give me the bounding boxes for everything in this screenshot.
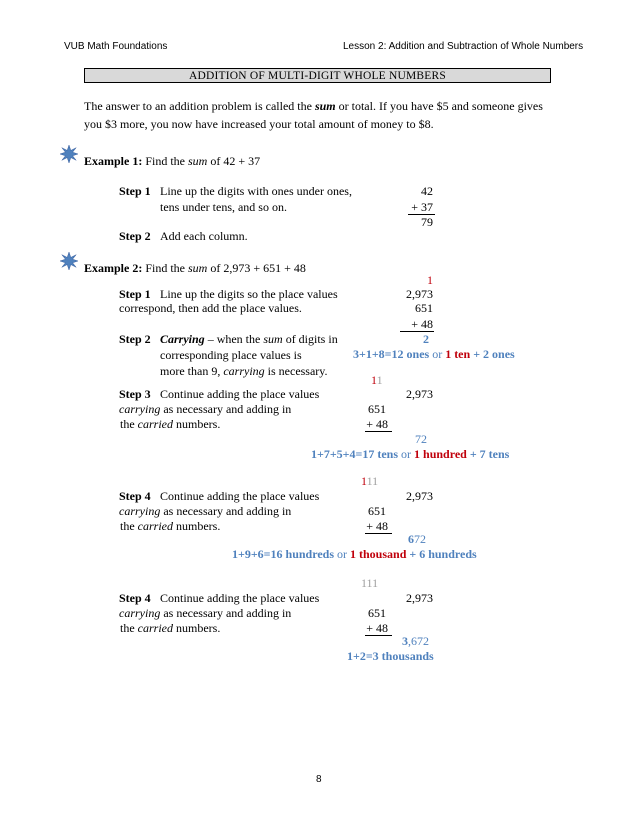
ex2-step3-line2 [119, 403, 291, 415]
s5-addend-3: + 48 [366, 621, 388, 635]
example-2-sum-term: sum [188, 261, 208, 275]
ex2-carry-1: 1 [427, 273, 433, 287]
s5-addend-2: 651 [368, 606, 386, 620]
ex2-step3-carry [371, 374, 383, 386]
example-1-label: Example 1: [84, 154, 143, 168]
step2-text-cont: of digits in [282, 332, 338, 346]
ex2-step4-line2 [119, 505, 291, 517]
s4-calc [232, 548, 477, 560]
ex1-step1-label: Step 1 [119, 184, 151, 198]
calc-carry: 1 ten [445, 347, 471, 361]
intro-text-cont: or total. If you have $5 and someone gives [335, 99, 543, 113]
step2-l3-text: more than 9, [160, 364, 224, 378]
ex2-addend-3: + 48 [411, 317, 433, 331]
s4-addend-1: 2,973 [406, 489, 433, 503]
calc-tens: 1+7+5+4=17 tens [311, 447, 399, 461]
carry-digit: 1 [371, 373, 377, 387]
example-1-heading [84, 155, 260, 167]
ex1-result: 79 [421, 215, 433, 229]
carry-digit-prev: 11 [366, 474, 379, 488]
step5-l3-text-cont: numbers. [173, 621, 221, 635]
example-1-sum-term: sum [188, 154, 208, 168]
calc-ones: 3+1+8=12 ones [353, 347, 430, 361]
example-2-text: Find the [142, 261, 189, 275]
s4-sum-rule [365, 533, 392, 534]
example-1-text-cont: of 42 + 37 [207, 154, 261, 168]
ex2-step4-label: Step 4 [119, 489, 151, 503]
ex2-step1-line2: correspond, then add the place values. [119, 301, 302, 315]
step2-text: – when the [204, 332, 264, 346]
ex2-step2-calc [353, 348, 515, 360]
calc-or: or [429, 347, 446, 361]
s5-addend-1: 2,973 [406, 591, 433, 605]
carried-term: carried [137, 519, 173, 533]
s4-result [408, 533, 426, 545]
calc-or: or [398, 447, 415, 461]
ex2-step5-line3 [120, 622, 220, 634]
ex2-step2-line1 [160, 333, 338, 345]
carrying-term: carrying [223, 364, 265, 378]
example-2-heading [84, 262, 306, 274]
ex2-step5-line1: Continue adding the place values [160, 591, 320, 605]
s4-addend-2: 651 [368, 504, 386, 518]
example-2-label: Example 2: [84, 261, 143, 275]
example-2-text-cont: of 2,973 + 651 + 48 [207, 261, 306, 275]
calc-carry: 1 hundred [414, 447, 467, 461]
result-new-digit: 3 [402, 634, 408, 648]
intro-line-2: you $3 more, you now have increased your total amount of money to $8. [84, 117, 434, 131]
carried-term: carried [137, 417, 173, 431]
calc-remainder: + 6 hundreds [406, 547, 477, 561]
intro-line-1 [84, 100, 543, 112]
s3-calc [311, 448, 509, 460]
ex2-addend-1: 2,973 [406, 287, 433, 301]
step3-l2-text: as necessary and adding in [160, 402, 292, 416]
intro-text: The answer to an addition problem is called the [84, 99, 315, 113]
ex2-step4-carry [361, 475, 378, 487]
ex2-step2-line3 [160, 365, 328, 377]
s5-sum-rule [365, 635, 392, 636]
header-left: VUB Math Foundations [64, 41, 168, 52]
s3-addend-3: + 48 [366, 417, 388, 431]
carrying-term: carrying [119, 504, 161, 518]
carrying-term: Carrying [160, 332, 205, 346]
step4-l3-text: the [120, 519, 138, 533]
result-new-digit: 6 [408, 532, 414, 546]
ex2-step4-line1: Continue adding the place values [160, 489, 320, 503]
ex2-step2-result: 2 [423, 332, 429, 346]
star-burst-icon [60, 145, 78, 163]
ex1-addend-2: + 37 [411, 200, 433, 214]
carrying-term: carrying [119, 606, 161, 620]
s4-addend-3: + 48 [366, 519, 388, 533]
s5-result [402, 635, 429, 647]
carrying-term: carrying [119, 402, 161, 416]
example-1-text: Find the [142, 154, 189, 168]
step3-l3-text: the [120, 417, 138, 431]
carry-digit-prev: 1 [376, 373, 383, 387]
ex2-step5-label: Step 4 [119, 591, 151, 605]
ex2-step4-line3 [120, 520, 220, 532]
page-title: ADDITION OF MULTI-DIGIT WHOLE NUMBERS [189, 70, 446, 82]
ex1-step1-line1: Line up the digits with ones under ones, [160, 184, 352, 198]
ex1-addend-1: 42 [421, 184, 433, 198]
s3-addend-1: 2,973 [406, 387, 433, 401]
carried-term: carried [137, 621, 173, 635]
header-right: Lesson 2: Addition and Subtraction of Whole Numbers [343, 41, 584, 52]
calc-remainder: + 7 tens [466, 447, 510, 461]
ex2-step1-label: Step 1 [119, 287, 151, 301]
carry-digit: 1 [361, 474, 367, 488]
title-box [84, 68, 551, 83]
step5-l2-text: as necessary and adding in [160, 606, 292, 620]
step2-l3-text-cont: is necessary. [264, 364, 328, 378]
ex2-step5-carry: 111 [361, 576, 379, 590]
result-prev-digits: 72 [414, 532, 426, 546]
ex2-step2-line2: corresponding place values is [160, 348, 302, 362]
ex2-step2-label: Step 2 [119, 332, 151, 346]
calc-remainder: + 2 ones [470, 347, 515, 361]
step5-l3-text: the [120, 621, 138, 635]
star-burst-icon [60, 252, 78, 270]
page-number: 8 [316, 774, 322, 785]
step4-l3-text-cont: numbers. [173, 519, 221, 533]
ex1-step2-text: Add each column. [160, 229, 248, 243]
ex2-step1-line1: Line up the digits so the place values [160, 287, 338, 301]
ex2-step3-line3 [120, 418, 220, 430]
sum-term: sum [263, 332, 283, 346]
s3-result: 72 [415, 432, 427, 446]
ex2-step5-line2 [119, 607, 291, 619]
ex2-addend-2: 651 [415, 301, 433, 315]
calc-carry: 1 thousand [350, 547, 407, 561]
intro-sum-term: sum [314, 99, 336, 113]
s3-sum-rule [365, 431, 392, 432]
step4-l2-text: as necessary and adding in [160, 504, 292, 518]
step3-l3-text-cont: numbers. [173, 417, 221, 431]
s5-calc: 1+2=3 thousands [347, 649, 434, 663]
calc-or: or [334, 547, 350, 561]
s3-addend-2: 651 [368, 402, 386, 416]
ex2-step3-line1: Continue adding the place values [160, 387, 320, 401]
ex2-step3-label: Step 3 [119, 387, 151, 401]
calc-hundreds: 1+9+6=16 hundreds [232, 547, 334, 561]
ex1-step2-label: Step 2 [119, 229, 151, 243]
ex1-step1-line2: tens under tens, and so on. [160, 200, 287, 214]
result-prev-digits: ,672 [408, 634, 429, 648]
